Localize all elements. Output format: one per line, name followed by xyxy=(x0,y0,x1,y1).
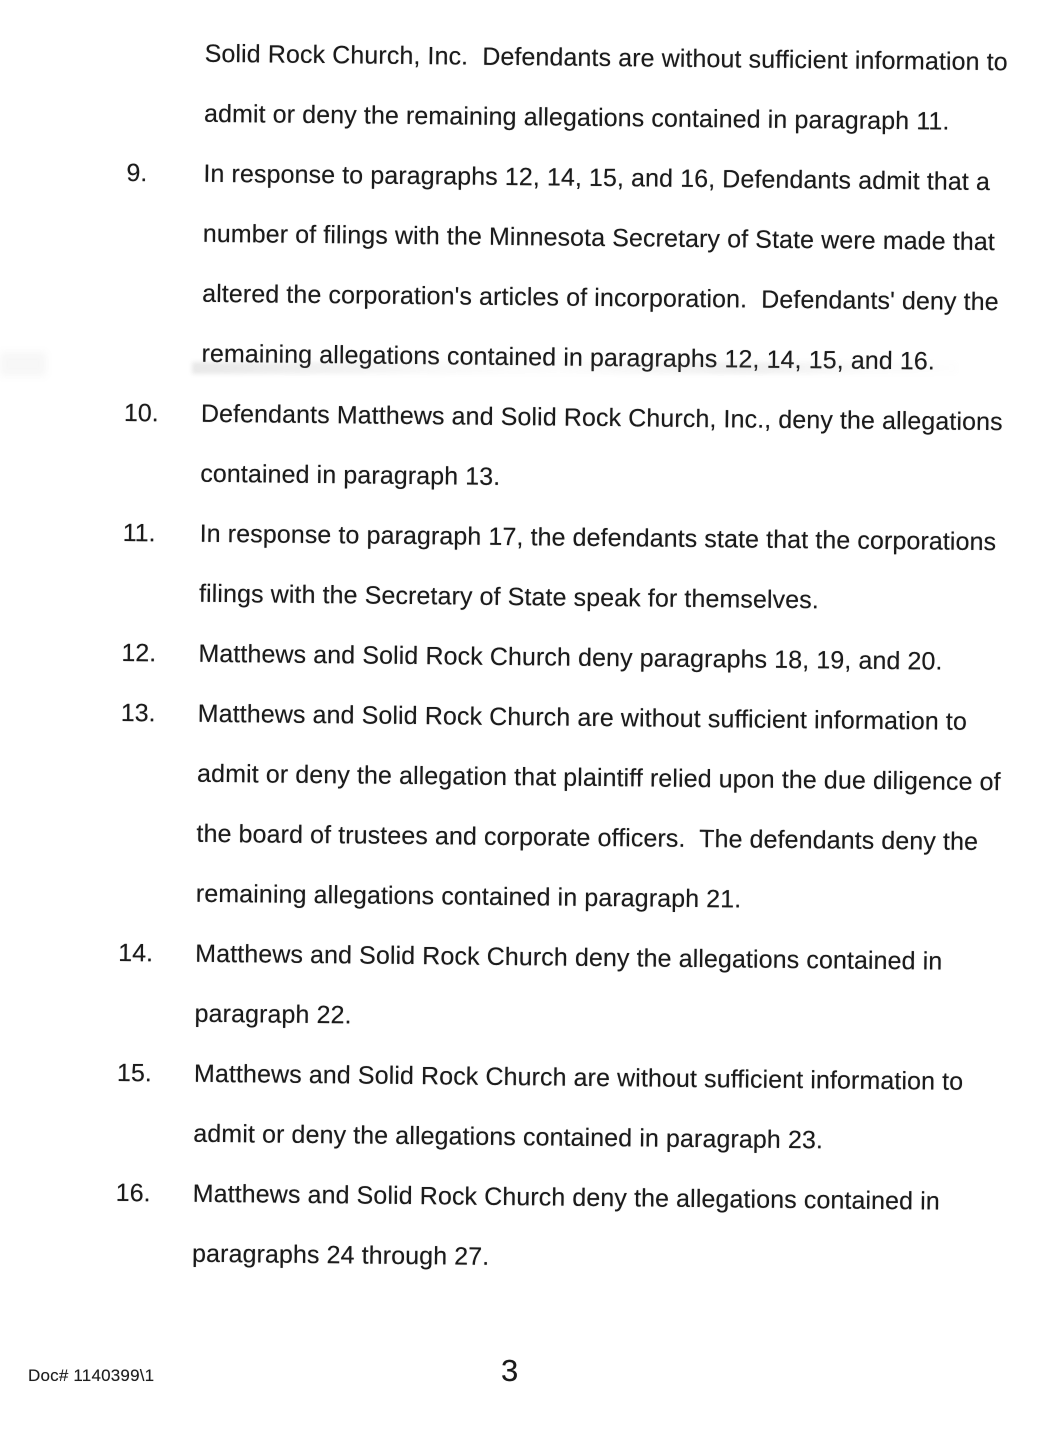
paragraph xyxy=(122,503,1028,632)
paragraph-text xyxy=(198,624,1027,693)
paragraph-number: 9. xyxy=(126,158,148,188)
paragraph-line: In response to paragraph 17, the defendants state that the corporations xyxy=(199,519,997,557)
paragraph-line: Solid Rock Church, Inc. Defendants are without sufficient information to xyxy=(204,39,1008,77)
paragraph-line: admit or deny the allegations contained in paragraph 23. xyxy=(193,1119,824,1155)
paragraph-line: the board of trustees and corporate officers. The defendants deny the xyxy=(196,819,979,856)
paragraph-line: In response to paragraphs 12, 14, 15, and 16, Defendants admit that a xyxy=(203,159,991,197)
paragraph-line: Defendants Matthews and Solid Rock Church, Inc., deny the allegations xyxy=(200,399,1003,437)
paragraph-number: 16. xyxy=(115,1178,151,1208)
paragraph-number: 14. xyxy=(118,938,154,968)
paragraph-text xyxy=(194,924,1023,1053)
paragraph-number: 12. xyxy=(121,638,157,668)
paragraph-line: paragraph 22. xyxy=(194,999,352,1030)
paragraph-line: Matthews and Solid Rock Church are without sufficient information to xyxy=(197,699,968,736)
doc-number: Doc# 1140399\1 xyxy=(28,1366,155,1385)
paragraph-number: 11. xyxy=(122,518,156,548)
paragraph-text xyxy=(196,684,1026,933)
paragraph-text xyxy=(200,384,1029,513)
paragraph-number: 13. xyxy=(120,698,156,728)
paragraph-line: altered the corporation's articles of incorporation. Defendants' deny the xyxy=(202,279,999,317)
paragraph xyxy=(124,143,1031,392)
paragraph-line: admit or deny the allegation that plaintiff relied upon the due diligence of xyxy=(196,759,1001,797)
paragraph-line: contained in paragraph 13. xyxy=(200,459,501,491)
paragraph xyxy=(123,383,1029,512)
paragraph-line: paragraphs 24 through 27. xyxy=(191,1239,490,1271)
scan-artifact xyxy=(0,352,46,376)
paragraph-text xyxy=(204,24,1033,153)
paragraph xyxy=(117,923,1023,1052)
paragraph-line: Matthews and Solid Rock Church are without sufficient information to xyxy=(193,1059,964,1096)
paragraph-line: Matthews and Solid Rock Church deny the allegations contained in xyxy=(195,939,943,976)
paragraph-text xyxy=(199,504,1028,633)
paragraph xyxy=(121,623,1027,692)
paragraph xyxy=(115,1163,1021,1292)
paragraph xyxy=(116,1043,1022,1172)
paragraph-line: remaining allegations contained in paragraph 21. xyxy=(195,879,742,914)
paragraph xyxy=(119,683,1026,932)
paragraph-number: 10. xyxy=(123,398,159,428)
paragraph-text xyxy=(193,1044,1022,1173)
paragraph-text xyxy=(201,144,1031,393)
paragraph-line: Matthews and Solid Rock Church deny the allegations contained in xyxy=(192,1179,940,1216)
paragraph-text xyxy=(192,1164,1021,1293)
page-number: 3 xyxy=(501,1353,519,1388)
document-body xyxy=(115,23,1033,1292)
paragraph-number xyxy=(127,23,205,84)
paragraph xyxy=(127,23,1033,152)
paragraph-line: admit or deny the remaining allegations contained in paragraph 11. xyxy=(203,99,950,136)
paragraph-number: 15. xyxy=(116,1058,152,1088)
paragraph-line: filings with the Secretary of State speak for themselves. xyxy=(198,579,820,615)
paragraph-line: remaining allegations contained in paragraphs 12, 14, 15, and 16. xyxy=(201,339,936,376)
paragraph-line: number of filings with the Minnesota Secretary of State were made that xyxy=(202,219,996,257)
paragraph-line: Matthews and Solid Rock Church deny paragraphs 18, 19, and 20. xyxy=(198,639,943,676)
